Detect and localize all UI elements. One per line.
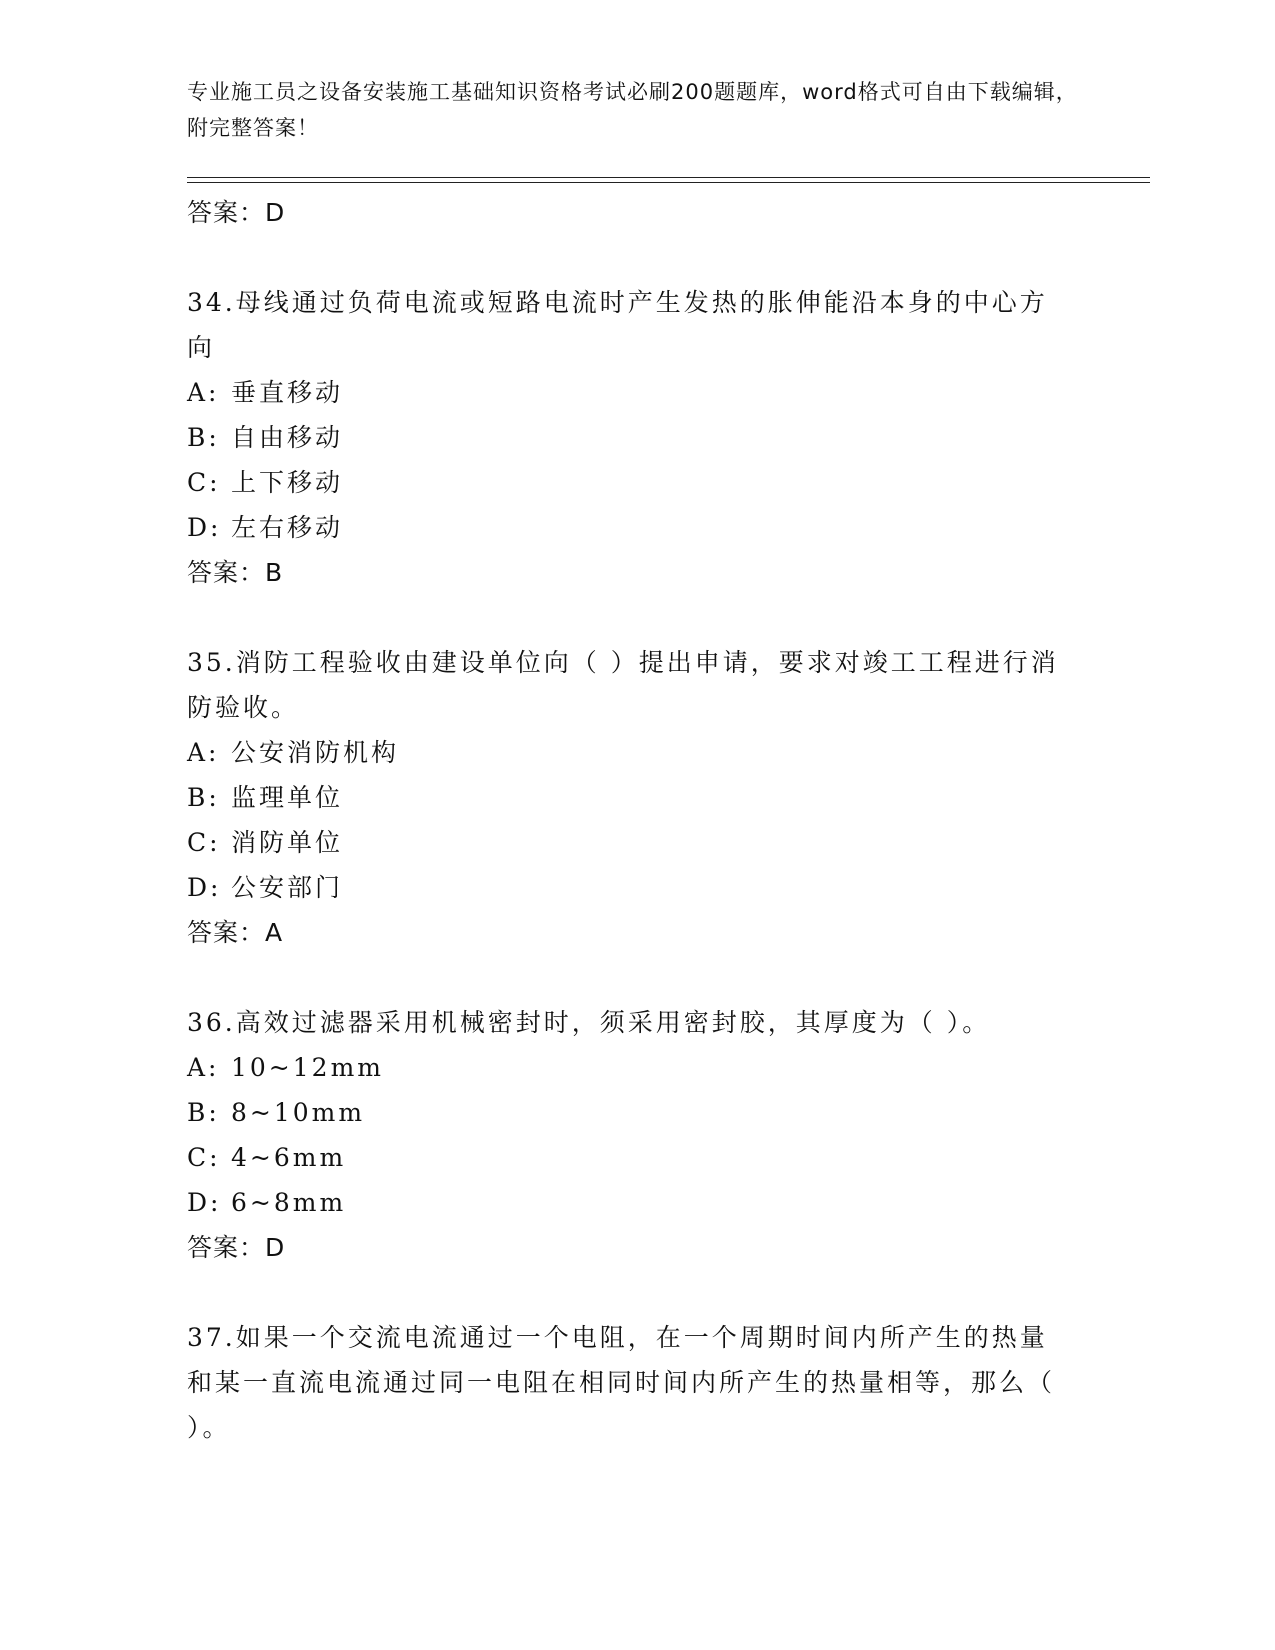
option-label: B: — [187, 783, 220, 812]
question-36: 36.高效过滤器采用机械密封时，须采用密封胶，其厚度为（ ）。 — [187, 1008, 991, 1037]
option-label: C: — [187, 1143, 221, 1172]
option-text: 自由移动 — [231, 423, 344, 452]
answer-line: 答案：D — [187, 198, 286, 227]
option-a — [187, 370, 1087, 415]
option-text: 监理单位 — [231, 783, 344, 812]
option-c — [187, 460, 1087, 505]
option-d — [187, 865, 1087, 910]
option-label: A: — [187, 1053, 220, 1082]
spacer — [187, 595, 1087, 640]
spacer — [187, 955, 1087, 1000]
answer-line: 答案：D — [187, 1233, 286, 1262]
option-text: 6~8mm — [231, 1188, 347, 1217]
option-text: 10~12mm — [231, 1053, 384, 1082]
spacer — [187, 235, 1087, 280]
option-c — [187, 1135, 1087, 1180]
option-a — [187, 730, 1087, 775]
question-34: 34.母线通过负荷电流或短路电流时产生发热的胀伸能沿本身的中心方向 — [187, 288, 1048, 362]
question-37: 37.如果一个交流电流通过一个电阻，在一个周期时间内所产生的热量和某一直流电流通过同一电阻在相同时间内所产生的热量相等，那么（ ）。 — [187, 1323, 1056, 1442]
option-label: A: — [187, 738, 220, 767]
answer-line: 答案：B — [187, 558, 284, 587]
option-label: D: — [187, 873, 222, 902]
option-label: C: — [187, 828, 221, 857]
answer-line: 答案：A — [187, 918, 284, 947]
option-b — [187, 415, 1087, 460]
option-label: A: — [187, 378, 220, 407]
option-text: 公安消防机构 — [231, 738, 400, 767]
option-text: 4~6mm — [231, 1143, 347, 1172]
option-label: D: — [187, 513, 222, 542]
option-d — [187, 1180, 1087, 1225]
option-text: 垂直移动 — [231, 378, 344, 407]
option-label: B: — [187, 1098, 220, 1127]
option-c — [187, 820, 1087, 865]
option-text: 8~10mm — [231, 1098, 366, 1127]
option-d — [187, 505, 1087, 550]
header-rule-bottom — [187, 182, 1150, 183]
option-label: D: — [187, 1188, 222, 1217]
document-header: 专业施工员之设备安装施工基础知识资格考试必刷200题题库，word格式可自由下载编辑，附完整答案！ — [187, 80, 1078, 140]
question-35: 35.消防工程验收由建设单位向（ ）提出申请，要求对竣工工程进行消防验收。 — [187, 648, 1059, 722]
option-label: B: — [187, 423, 220, 452]
option-label: C: — [187, 468, 221, 497]
option-b — [187, 775, 1087, 820]
option-text: 上下移动 — [231, 468, 344, 497]
option-a — [187, 1045, 1087, 1090]
header-rule-top — [187, 177, 1150, 178]
spacer — [187, 1270, 1087, 1315]
option-text: 左右移动 — [231, 513, 344, 542]
option-b — [187, 1090, 1087, 1135]
option-text: 公安部门 — [231, 873, 344, 902]
question-list — [187, 190, 1087, 1450]
option-text: 消防单位 — [231, 828, 344, 857]
